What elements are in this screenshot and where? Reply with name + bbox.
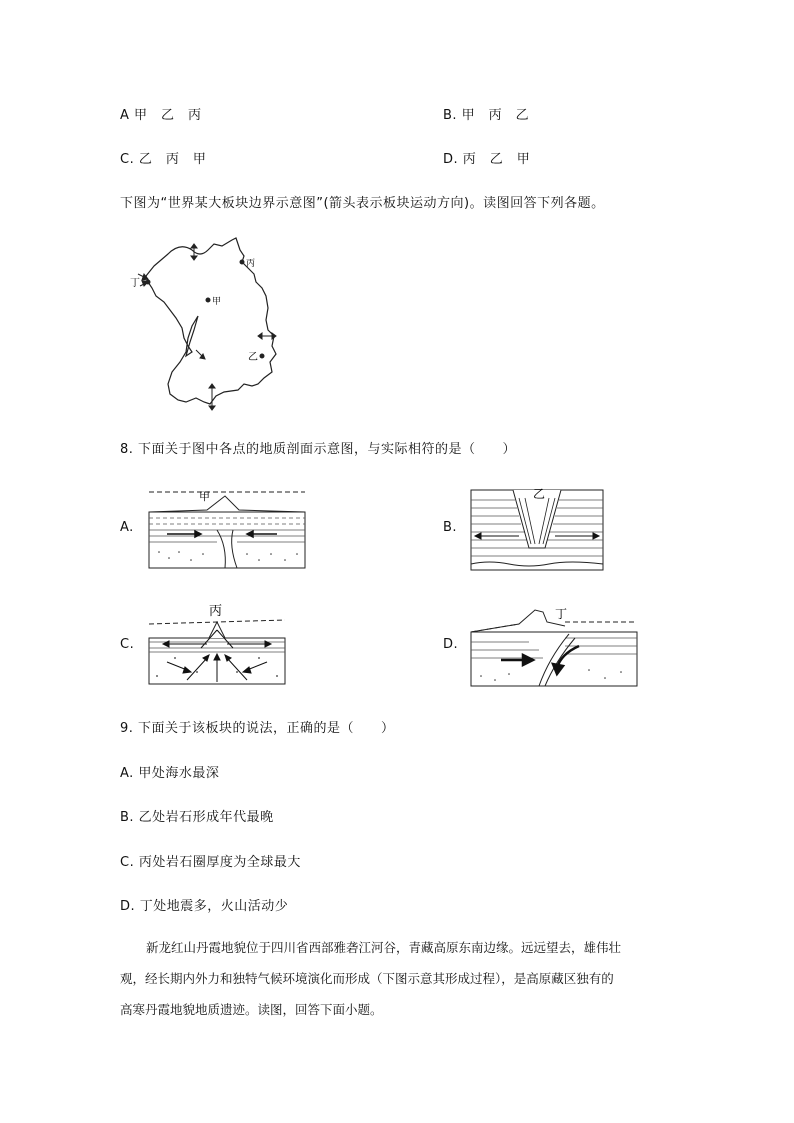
q8-option-a-diagram: [147, 486, 307, 570]
map-label-yi: 乙: [248, 352, 258, 363]
map-label-bing: 丙: [246, 259, 256, 269]
prev-option-a: A 甲 乙 丙: [120, 108, 202, 123]
q9-option-d: D. 丁处地震多，火山活动少: [120, 899, 289, 914]
plate-boundary-map: [128, 234, 278, 414]
q8-option-b-letter: B.: [443, 520, 458, 535]
map-label-jia: 甲: [212, 297, 222, 307]
q8-option-b-diagram: [469, 484, 605, 572]
q8-b-label: 乙: [533, 487, 546, 501]
prev-option-c: C. 乙 丙 甲: [120, 152, 207, 167]
q8-option-c-letter: C.: [120, 637, 135, 652]
q9-option-b: B. 乙处岩石形成年代最晚: [120, 810, 274, 825]
intro-text: 下图为“世界某大板块边界示意图”(箭头表示板块运动方向)。读图回答下列各题。: [120, 196, 605, 211]
passage-line-3: 高寒丹霞地貌地质遗迹。读图，回答下面小题。: [120, 1002, 383, 1017]
q8-option-d-letter: D.: [443, 637, 459, 652]
q9-stem: 9. 下面关于该板块的说法，正确的是（ ）: [120, 721, 395, 736]
q8-option-a-letter: A.: [120, 520, 134, 535]
q8-c-label: 丙: [209, 604, 223, 619]
q8-option-d-diagram: [469, 598, 639, 688]
q8-stem: 8. 下面关于图中各点的地质剖面示意图，与实际相符的是（ ）: [120, 442, 517, 457]
passage-line-2: 观，经长期内外力和独特气候环境演化而形成（下图示意其形成过程），是高原藏区独有的: [120, 971, 614, 986]
prev-option-b: B. 甲 丙 乙: [443, 108, 530, 123]
q9-option-c: C. 丙处岩石圈厚度为全球最大: [120, 855, 301, 870]
passage-line-1: 新龙红山丹霞地貌位于四川省西部雅砻江河谷，青藏高原东南边缘。远远望去，雄伟壮: [146, 940, 622, 955]
passage: [120, 932, 680, 1025]
map-label-ding: 丁: [130, 278, 140, 289]
q9-option-a: A. 甲处海水最深: [120, 766, 220, 781]
q8-a-label: 甲: [199, 490, 210, 503]
prev-option-d: D. 丙 乙 甲: [443, 152, 531, 167]
q8-option-c-diagram: [147, 600, 287, 688]
q8-d-label: 丁: [555, 607, 568, 621]
